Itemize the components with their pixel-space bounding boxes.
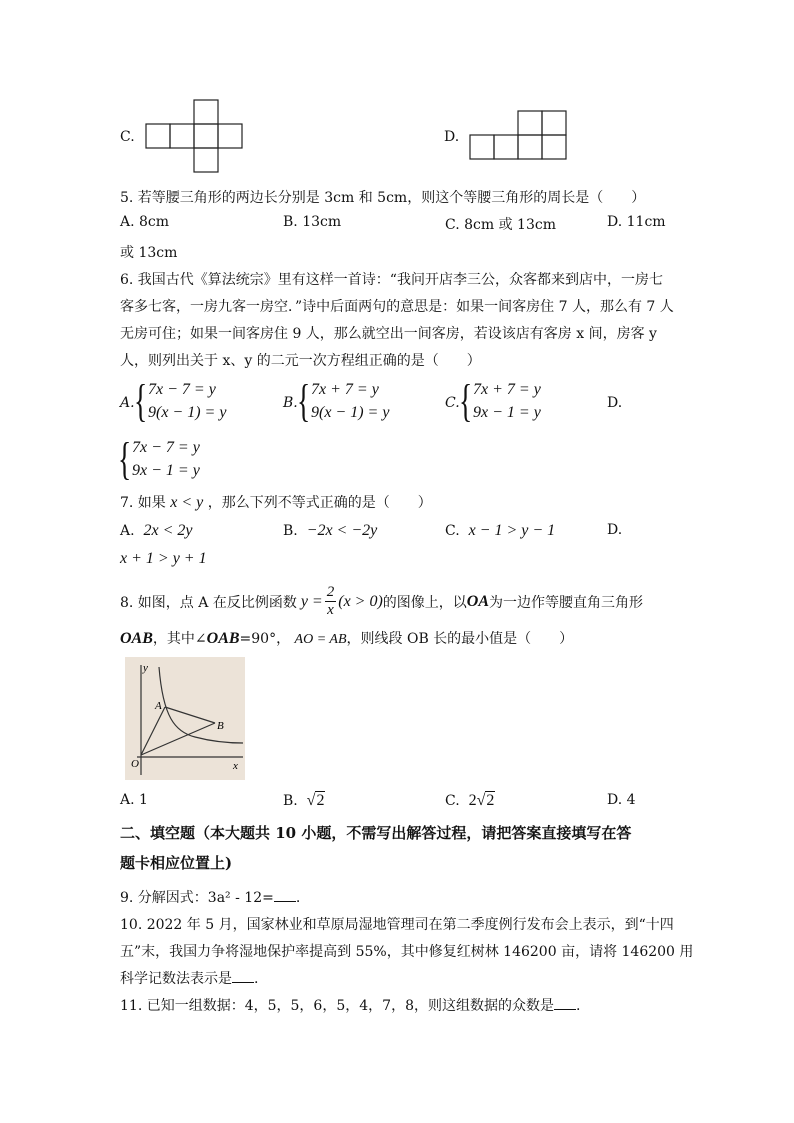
- brace-icon: {: [297, 375, 311, 426]
- q6-d-eq2: 9x − 1 = y: [132, 462, 200, 479]
- q6-option-c-system: [459, 375, 541, 426]
- q5-option-d-continued: 或 13cm: [120, 245, 178, 261]
- q10-line2: 五”末，我国力争将湿地保护率提高到 55%，其中修复红树林 146200 亩，请将 146200 用: [120, 944, 694, 960]
- q7-a-math: 2x < 2y: [143, 522, 193, 539]
- q8-stem-pre: 8. 如图，点 A 在反比例函数: [120, 594, 297, 611]
- q6-b-eq2: 9(x − 1) = y: [311, 404, 390, 421]
- q4-option-c-label: C.: [120, 129, 135, 145]
- q6-b-eq1: 7x + 7 = y: [311, 381, 379, 398]
- q8-func-lhs: y =: [300, 592, 323, 610]
- q6-a-eq2: 9(x − 1) = y: [148, 404, 227, 421]
- q6-stem-line3: 无房可住；如果一间客房住 9 人，那么就空出一间客房，若设该店有客房 x 间，房客 y: [120, 326, 657, 342]
- q6-option-b-label: B.: [283, 395, 298, 411]
- q10-end: .: [254, 971, 259, 987]
- q8-c-sqrt: 2√2: [468, 792, 495, 809]
- q9-text: 9. 分解因式：3a² - 12=: [120, 890, 274, 906]
- fig-a-label: A: [155, 700, 162, 712]
- q7-stem: [120, 492, 432, 512]
- fig-x-label: x: [233, 760, 238, 772]
- q8-frac-den: x: [327, 602, 334, 618]
- q6-c-eq1: 7x + 7 = y: [473, 381, 541, 398]
- q7-b-label: B.: [283, 523, 298, 539]
- q5-option-b: B. 13cm: [283, 214, 342, 230]
- q6-option-a-system: [134, 375, 227, 426]
- q6-stem-line4: 人，则列出关于 x、y 的二元一次方程组正确的是（ ）: [120, 353, 481, 369]
- q8-c-label: C.: [445, 793, 460, 809]
- q8-b-label: B.: [283, 793, 298, 809]
- q6-option-d-system: [118, 433, 200, 484]
- q10-line3: [120, 968, 258, 988]
- q8-option-b: [283, 792, 325, 810]
- section2-heading-line2: 题卡相应位置上): [120, 854, 233, 872]
- q8-option-d: D. 4: [607, 792, 636, 808]
- q11: [120, 995, 580, 1015]
- q6-a-eq1: 7x − 7 = y: [148, 381, 216, 398]
- q9: [120, 887, 300, 907]
- q7-d-math: x + 1 > y + 1: [120, 550, 207, 567]
- q5-option-a: A. 8cm: [120, 214, 170, 230]
- q8-figure-background: [125, 657, 245, 780]
- q8-func-cond: (x > 0): [338, 592, 383, 610]
- brace-icon: {: [118, 433, 132, 484]
- q7-a-label: A.: [120, 523, 135, 539]
- q8-line2-a: ，其中∠: [152, 631, 207, 647]
- q4-option-d-net-figure: [468, 109, 568, 161]
- q8-stem-line1: [120, 584, 643, 619]
- q8-oab: OAB: [120, 630, 153, 647]
- q8-ao-ab: AO = AB: [294, 632, 347, 647]
- q6-option-c-label: C.: [445, 395, 460, 411]
- q8-line2-b: =90°，: [239, 631, 291, 647]
- q7-stem-math: x < y: [170, 494, 204, 511]
- section2-heading-line1: 二、填空题（本大题共 10 小题，不需写出解答过程，请把答案直接填写在答: [120, 824, 632, 842]
- q8-stem-line2: [120, 628, 573, 648]
- q6-c-eq2: 9x − 1 = y: [473, 404, 541, 421]
- q6-stem-line1: 6. 我国古代《算法统宗》里有这样一首诗：“我问开店李三公，众客都来到店中，一房七: [120, 272, 663, 288]
- q8-c-radicand: 2: [486, 792, 495, 809]
- q8-stem-post: 为一边作等腰直角三角形: [489, 594, 644, 611]
- q11-text: 11. 已知一组数据：4，5，5，6，5，4，7，8，则这组数据的众数是: [120, 998, 554, 1014]
- q7-stem-pre: 7. 如果: [120, 495, 166, 511]
- q9-answer-blank[interactable]: [274, 889, 296, 902]
- q7-c-label: C.: [445, 523, 460, 539]
- q7-option-b: [283, 522, 377, 540]
- q5-option-d: D. 11cm: [607, 214, 666, 230]
- q7-c-math: x − 1 > y − 1: [468, 522, 556, 539]
- q5-option-c: C. 8cm 或 13cm: [445, 217, 556, 233]
- q6-option-d-label: D.: [607, 395, 623, 411]
- q6-stem-line2: 客多七客，一房九客一房空．”诗中后面两句的意思是：如果一间客房住 7 人，那么有 7 人: [120, 299, 674, 315]
- fig-y-label: y: [143, 662, 148, 674]
- q10-line1: 10. 2022 年 5 月，国家林业和草原局湿地管理司在第二季度例行发布会上表示，到“十四: [120, 917, 674, 933]
- q6-option-b-system: [297, 375, 390, 426]
- q8-angle: OAB: [206, 630, 240, 647]
- q6-option-a-label: A.: [120, 395, 135, 411]
- q10-answer-blank[interactable]: [232, 970, 254, 983]
- q8-b-sqrt: √2: [306, 792, 325, 809]
- q8-fraction: [325, 584, 337, 619]
- q9-end: .: [295, 890, 301, 906]
- q4-option-c-net-figure: [144, 98, 248, 174]
- q7-option-a: [120, 522, 192, 540]
- q7-stem-post: ，那么下列不等式正确的是（ ）: [207, 495, 432, 511]
- q8-c-coef: 2: [468, 792, 477, 809]
- q8-frac-num: 2: [326, 584, 335, 600]
- q8-b-radicand: 2: [316, 792, 325, 809]
- q11-end: .: [575, 998, 581, 1014]
- fig-b-label: B: [217, 720, 224, 732]
- q10-line3-text: 科学记数法表示是: [120, 971, 232, 987]
- q11-answer-blank[interactable]: [554, 997, 576, 1010]
- q7-option-d-math: [120, 550, 207, 568]
- q8-option-a: A. 1: [120, 792, 148, 808]
- q7-option-c: [445, 522, 555, 540]
- q4-option-d-label: D.: [444, 129, 460, 145]
- q8-oa: OA: [466, 592, 490, 610]
- q6-d-eq1: 7x − 7 = y: [132, 439, 200, 456]
- q8-line2-c: ，则线段 OB 长的最小值是（ ）: [346, 631, 574, 647]
- brace-icon: {: [459, 375, 473, 426]
- brace-icon: {: [134, 375, 148, 426]
- q5-stem: 5. 若等腰三角形的两边长分别是 3cm 和 5cm，则这个等腰三角形的周长是（ ）: [120, 190, 646, 206]
- q7-option-d-label: D.: [607, 522, 623, 538]
- q8-stem-mid: 的图像上，以: [382, 594, 467, 611]
- fig-o-label: O: [131, 758, 139, 770]
- q7-b-math: −2x < −2y: [306, 522, 378, 539]
- q8-option-c: [445, 792, 495, 810]
- q8-figure: [125, 657, 245, 780]
